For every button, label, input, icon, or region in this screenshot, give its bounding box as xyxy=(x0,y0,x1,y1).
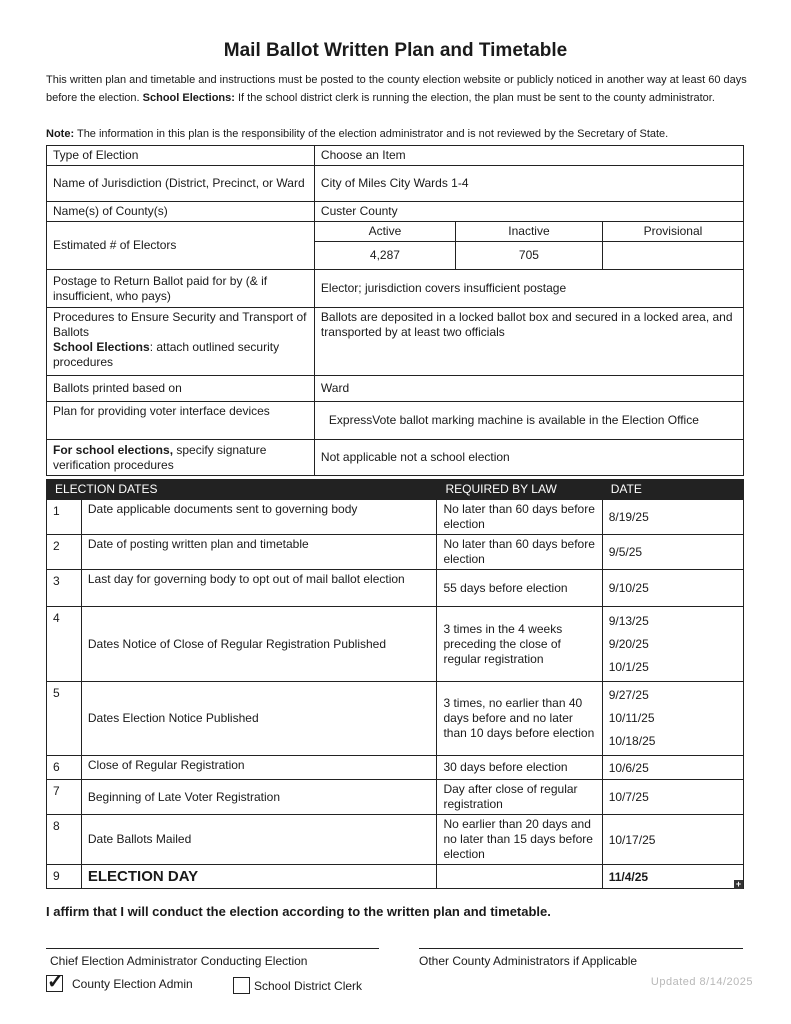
row-date: 9/27/25 xyxy=(608,688,649,702)
row-number: 8 xyxy=(47,815,82,865)
row-date: 9/5/25 xyxy=(608,545,643,559)
intro-school-label: School Elections: xyxy=(142,91,235,104)
date-row xyxy=(47,780,744,815)
row-date: 9/13/25 xyxy=(608,613,649,628)
row-number: 1 xyxy=(47,500,82,535)
printed-label: Ballots printed based on xyxy=(47,376,315,402)
other-signature-line[interactable] xyxy=(419,948,743,949)
type-row xyxy=(47,146,744,166)
page-title: Mail Ballot Written Plan and Timetable xyxy=(223,40,568,61)
inactive-value[interactable]: 705 xyxy=(455,242,602,270)
election-info-table xyxy=(46,145,744,476)
dates-body xyxy=(47,500,744,889)
county-admin-label: County Election Admin xyxy=(72,977,193,991)
row-required-by-law: Day after close of regular registration xyxy=(437,780,602,815)
printed-row xyxy=(47,376,744,402)
postage-value[interactable]: Elector; jurisdiction covers insufficient postage xyxy=(314,270,743,308)
row-description: Dates Election Notice Published xyxy=(81,682,437,756)
dates-header-row xyxy=(47,480,744,500)
interface-row xyxy=(47,402,744,440)
electors-label: Estimated # of Electors xyxy=(47,222,315,270)
procedures-school-text: : attach outlined security procedures xyxy=(53,340,280,369)
row-date-cell[interactable] xyxy=(602,780,743,815)
row-required-by-law xyxy=(437,865,602,889)
row-description: Date applicable documents sent to governing body xyxy=(81,500,437,535)
row-date-cell[interactable] xyxy=(602,500,743,535)
row-date-cell[interactable] xyxy=(602,815,743,865)
row-date-cell[interactable] xyxy=(602,756,743,780)
intro-text-2: If the school district clerk is running the election, the plan must be sent to the county administrator. xyxy=(238,91,715,104)
row-required-by-law: No earlier than 20 days and no later than 15 days before election xyxy=(437,815,602,865)
election-dates-header: ELECTION DATES xyxy=(47,480,437,500)
affirmation-text: I affirm that I will conduct the election according to the written plan and timetable. xyxy=(46,904,551,919)
electors-header-row xyxy=(47,222,744,242)
date-row xyxy=(47,500,744,535)
date-row xyxy=(47,535,744,570)
row-date-cell[interactable] xyxy=(602,682,743,756)
school-clerk-checkbox[interactable] xyxy=(233,977,250,994)
row-date: 10/6/25 xyxy=(608,760,649,775)
jurisdiction-label: Name of Jurisdiction (District, Precinct, or Ward xyxy=(47,166,315,202)
county-row xyxy=(47,202,744,222)
row-number: 2 xyxy=(47,535,82,570)
procedures-value[interactable]: Ballots are deposited in a locked ballot box and secured in a locked area, and transported by at least two officials xyxy=(314,308,743,376)
row-date: 10/7/25 xyxy=(608,790,649,804)
note-text: The information in this plan is the responsibility of the election administrator and is not reviewed by the Secretary of State. xyxy=(76,128,669,140)
row-number: 6 xyxy=(47,756,82,780)
signature-row xyxy=(47,440,744,476)
provisional-header: Provisional xyxy=(602,222,743,242)
provisional-value[interactable] xyxy=(602,242,743,270)
active-value[interactable]: 4,287 xyxy=(314,242,455,270)
date-row xyxy=(47,815,744,865)
row-description: Date of posting written plan and timetable xyxy=(81,535,437,570)
row-date: 11/4/25 xyxy=(608,869,649,884)
date-row xyxy=(47,756,744,780)
row-date: 10/18/25 xyxy=(608,734,656,748)
jurisdiction-value[interactable]: City of Miles City Wards 1-4 xyxy=(314,166,743,202)
procedures-school-label: School Elections xyxy=(53,340,150,354)
postage-label: Postage to Return Ballot paid for by (& if insufficient, who pays) xyxy=(47,270,315,308)
expand-icon[interactable]: + xyxy=(735,879,742,889)
postage-row xyxy=(47,270,744,308)
row-number: 3 xyxy=(47,570,82,607)
row-date: 10/11/25 xyxy=(608,711,655,725)
jurisdiction-row xyxy=(47,166,744,202)
date-row xyxy=(47,865,744,889)
signature-label-rest: specify signature verification procedures xyxy=(53,442,267,472)
row-date: 10/1/25 xyxy=(608,659,649,674)
election-dates-table xyxy=(46,479,744,889)
county-label: Name(s) of County(s) xyxy=(47,202,315,222)
chief-signature-line[interactable] xyxy=(46,948,379,949)
type-label: Type of Election xyxy=(47,146,315,166)
row-description: Last day for governing body to opt out of mail ballot election xyxy=(81,570,437,607)
school-clerk-label: School District Clerk xyxy=(254,979,363,993)
signature-label-bold: For school elections, xyxy=(53,442,174,457)
procedures-label: Procedures to Ensure Security and Transport of Ballots xyxy=(53,310,307,339)
printed-value[interactable]: Ward xyxy=(314,376,743,402)
date-row xyxy=(47,570,744,607)
signature-label-cell xyxy=(47,440,315,476)
other-signature-label: Other County Administrators if Applicable xyxy=(419,954,638,968)
row-description: Date Ballots Mailed xyxy=(81,815,437,865)
row-date: 9/20/25 xyxy=(608,636,649,651)
inactive-header: Inactive xyxy=(455,222,602,242)
row-required-by-law: No later than 60 days before election xyxy=(437,500,602,535)
row-description: Beginning of Late Voter Registration xyxy=(81,780,437,815)
required-by-law-header: REQUIRED BY LAW xyxy=(437,480,602,500)
date-header: DATE xyxy=(602,480,743,500)
interface-value[interactable]: ExpressVote ballot marking machine is available in the Election Office xyxy=(314,402,743,440)
intro-paragraph xyxy=(46,72,751,107)
row-number: 9 xyxy=(47,865,82,889)
row-required-by-law: 3 times in the 4 weeks preceding the close of regular registration xyxy=(437,607,602,682)
row-description: Dates Notice of Close of Regular Registration Published xyxy=(81,607,437,682)
type-value[interactable]: Choose an Item xyxy=(314,146,743,166)
row-date-cell[interactable] xyxy=(602,865,743,889)
note-paragraph xyxy=(46,128,751,140)
procedures-label-cell xyxy=(47,308,315,376)
row-required-by-law: 55 days before election xyxy=(437,570,602,607)
checkmark-icon: ✓ xyxy=(47,971,64,993)
row-required-by-law: No later than 60 days before election xyxy=(437,535,602,570)
row-number: 7 xyxy=(47,780,82,815)
interface-label: Plan for providing voter interface devices xyxy=(47,402,315,440)
chief-signature-label: Chief Election Administrator Conducting Election xyxy=(50,954,308,968)
row-date: 10/17/25 xyxy=(608,832,656,847)
row-required-by-law: 3 times, no earlier than 40 days before and no later than 10 days before election xyxy=(437,682,602,756)
row-date: 9/10/25 xyxy=(608,581,649,595)
county-value[interactable]: Custer County xyxy=(314,202,743,222)
date-row xyxy=(47,682,744,756)
row-date-cell[interactable] xyxy=(602,570,743,607)
row-required-by-law: 30 days before election xyxy=(437,756,602,780)
active-header: Active xyxy=(314,222,455,242)
row-description: Close of Regular Registration xyxy=(81,756,437,780)
procedures-row xyxy=(47,308,744,376)
updated-stamp: Updated 8/14/2025 xyxy=(650,976,753,988)
row-number: 5 xyxy=(47,682,82,756)
row-date: 8/19/25 xyxy=(608,510,649,524)
date-row xyxy=(47,607,744,682)
intro-text-1: This written plan and timetable and instructions must be posted to the county election website or publicly noticed in another way at least 60 days before the election. xyxy=(46,74,747,104)
signature-value[interactable]: Not applicable not a school election xyxy=(314,440,743,476)
row-number: 4 xyxy=(47,607,82,682)
row-date-cell[interactable] xyxy=(602,607,743,682)
note-label: Note: xyxy=(46,128,75,140)
row-description: ELECTION DAY xyxy=(81,865,437,889)
row-date-cell[interactable] xyxy=(602,535,743,570)
